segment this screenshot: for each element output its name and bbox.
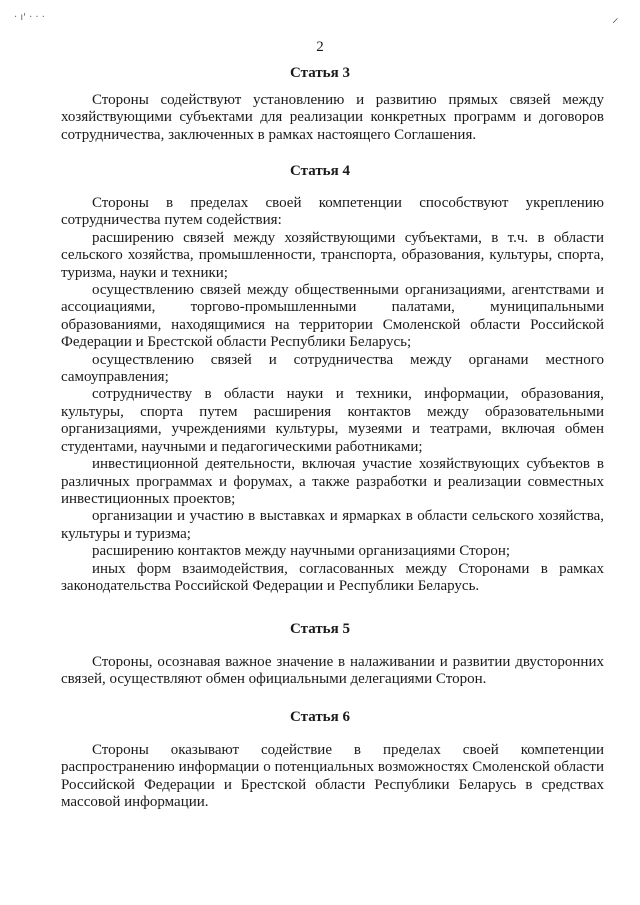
scan-mark-top-right: ⸝ (612, 11, 619, 26)
article-4-item: организации и участию в выставках и ярмарках в области сельского хозяйства, культуры и туризма; (61, 508, 604, 542)
article-4-item: осуществлению связей между общественными организациями, агентствами и ассоциациями, торгово-промышленными палатами, муниципальными образованиями, находящимися на территории Смоленской области Российской Федерации и Брестской области Республики Беларусь; (61, 282, 604, 351)
article-5-body (61, 654, 604, 689)
article-4-item: сотрудничеству в области науки и техники, информации, образования, культуры, спорта путем расширения контактов между образовательными организациями, учреждениями культуры, музеями и театрами, включая обмен студентами, научными и педагогическими работниками; (61, 386, 604, 455)
article-5-text: Стороны, осознавая важное значение в налаживании и развитии двусторонних связей, осуществляют обмен официальными делегациями Сторон. (61, 654, 604, 688)
article-5-title: Статья 5 (290, 621, 350, 637)
article-4-body (61, 195, 604, 595)
article-6-title: Статья 6 (290, 709, 350, 725)
article-4-intro: Стороны в пределах своей компетенции способствуют укреплению сотрудничества путем содействия: (61, 195, 604, 229)
article-4-title: Статья 4 (290, 163, 350, 179)
article-4-item: осуществлению связей и сотрудничества между органами местного самоуправления; (61, 351, 604, 386)
article-6-body (61, 742, 604, 812)
article-4-item: инвестиционной деятельности, включая участие хозяйствующих субъектов в различных программах и форумах, а также разработки и реализации совместных инвестиционных проектов; (61, 456, 604, 507)
article-4-item: расширению контактов между научными организациями Сторон; (92, 543, 511, 560)
article-3-text: Стороны содействуют установлению и развитию прямых связей между хозяйствующими субъектами для реализации конкретных программ и договоров сотрудничества, заключенных в рамках настоящего Соглашения. (61, 92, 604, 143)
article-4-item: иных форм взаимодействия, согласованных между Сторонами в рамках законодательства Российской Федерации и Республики Беларусь. (61, 560, 604, 594)
article-3-title: Статья 3 (290, 65, 350, 81)
article-3-body (61, 92, 604, 144)
page-number: 2 (316, 39, 324, 55)
article-6-text: Стороны оказывают содействие в пределах своей компетенции распространению информации о потенциальных возможностях Смоленской области Российской Федерации и Брестской области Республики Беларусь в средствах массовой информации. (61, 742, 604, 811)
scan-mark-top-left: · ı' · · · (14, 12, 45, 23)
article-4-item: расширению связей между хозяйствующими субъектами, в т.ч. в области сельского хозяйства, промышленности, транспорта, образования, культуры, спорта, туризма, науки и техники; (61, 229, 604, 281)
